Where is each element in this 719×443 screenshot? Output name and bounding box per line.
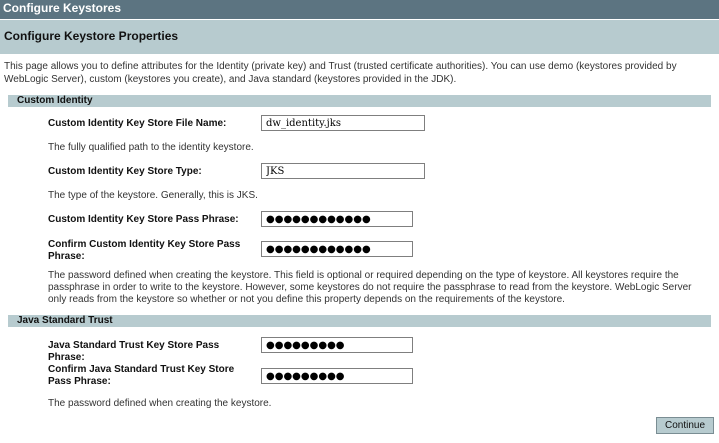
continue-button[interactable]: Continue (656, 417, 714, 434)
trust-pass-phrase-input[interactable] (261, 337, 413, 353)
identity-pass-phrase-help: The password defined when creating the keystore. This field is optional or required depending on the type of keystore. All keystores require the passphrase in order to write to the keystore. However, some keystores do not require the passphrase to read from the keystore. WebLogic Server only reads from the keystore so whether or not you define this property depends on the requirements of the keystore. (48, 270, 692, 305)
intro-text: This page allows you to define attributes for the Identity (private key) and Trust (trusted certificate authorities). You can use demo (keystores provided by WebLogic Server), custom (keystores you create), and Java standard (keystores provided in the JDK). (4, 61, 677, 85)
identity-confirm-pass-phrase-label: Confirm Custom Identity Key Store Pass Phrase: (48, 239, 241, 262)
page-header: Configure Keystores (0, 0, 719, 19)
identity-file-name-help: The fully qualified path to the identity keystore. (48, 142, 254, 153)
trust-confirm-pass-phrase-input[interactable] (261, 368, 413, 384)
trust-pass-phrase-help: The password defined when creating the keystore. (48, 398, 272, 409)
section-custom-identity: Custom Identity (8, 95, 711, 107)
identity-file-name-label: Custom Identity Key Store File Name: (48, 118, 227, 129)
identity-pass-phrase-input[interactable] (261, 211, 413, 227)
identity-pass-phrase-label: Custom Identity Key Store Pass Phrase: (48, 214, 239, 225)
identity-file-name-input[interactable] (261, 115, 425, 131)
identity-confirm-pass-phrase-input[interactable] (261, 241, 413, 257)
identity-type-label: Custom Identity Key Store Type: (48, 166, 202, 177)
identity-type-input[interactable] (261, 163, 425, 179)
trust-confirm-pass-phrase-label: Confirm Java Standard Trust Key Store Pass Phrase: (48, 364, 235, 387)
section-java-standard-trust: Java Standard Trust (8, 315, 711, 327)
identity-type-help: The type of the keystore. Generally, this is JKS. (48, 190, 258, 201)
page-title: Configure Keystore Properties (0, 20, 719, 54)
trust-pass-phrase-label: Java Standard Trust Key Store Pass Phrase: (48, 340, 220, 363)
